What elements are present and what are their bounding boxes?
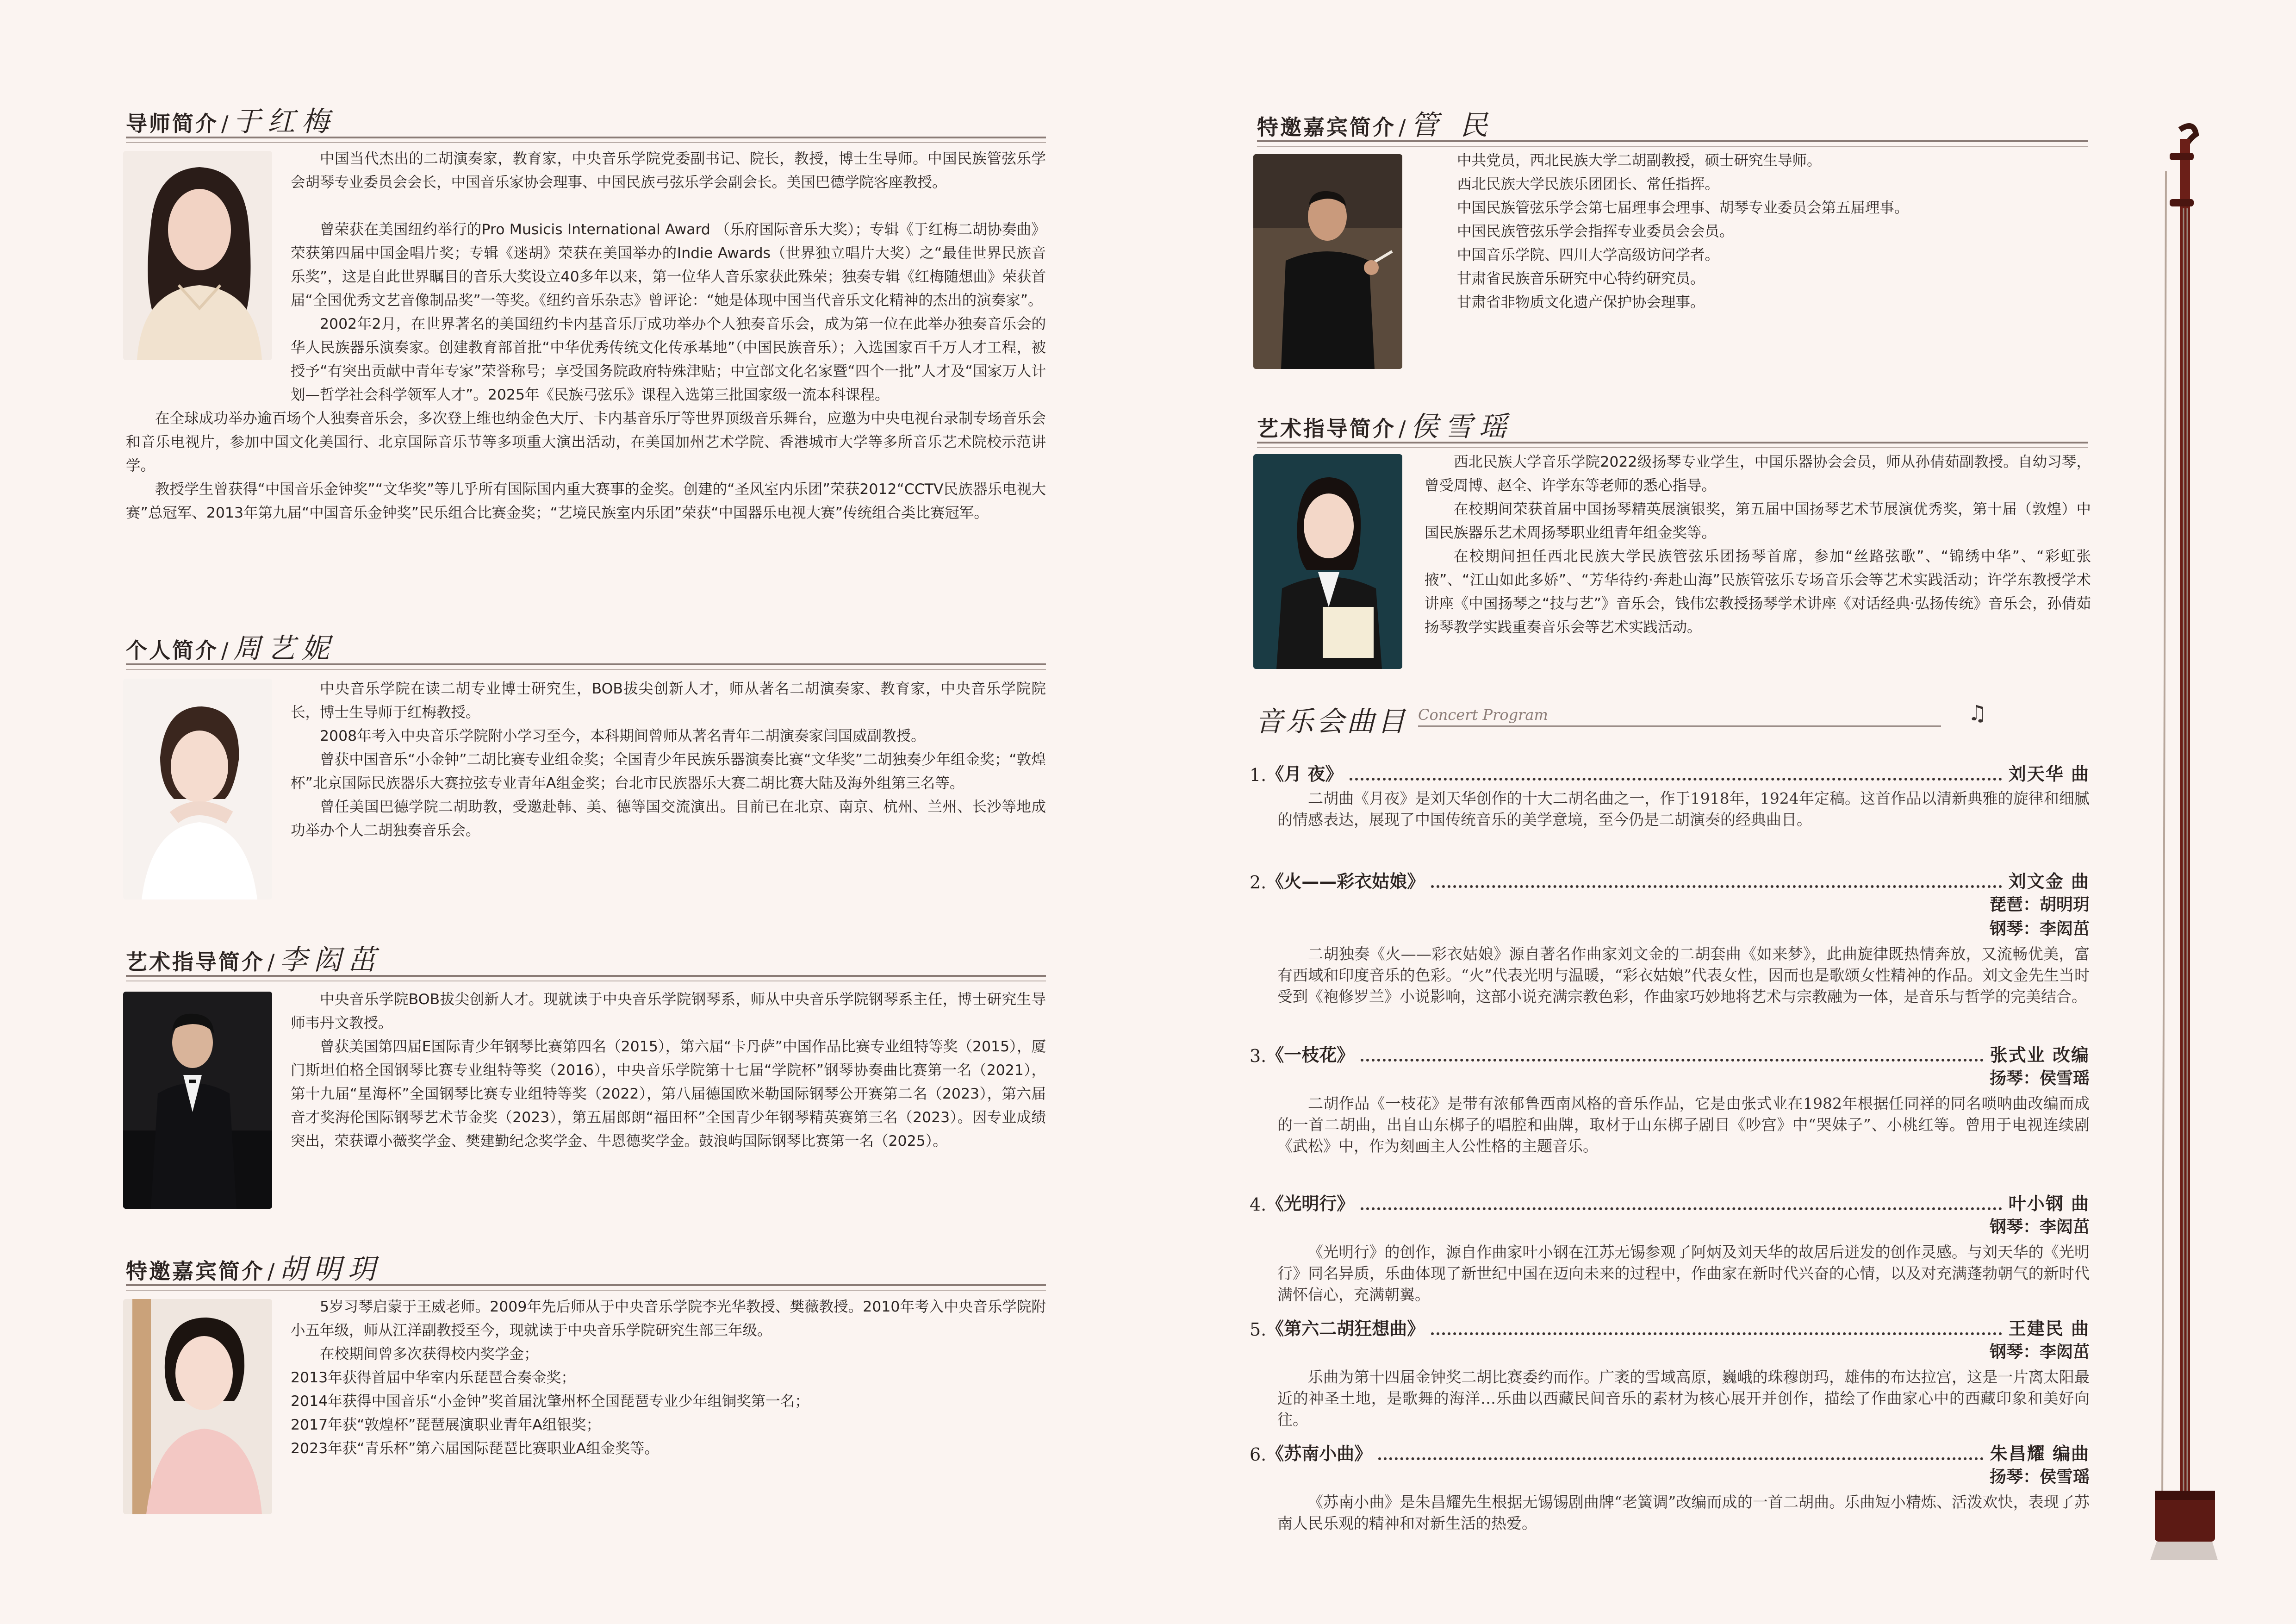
section-title-mentor <box>126 100 1046 150</box>
bio-paragraph: 教授学生曾获得“中国音乐金钟奖”“文华奖”等几乎所有国际国内重大赛事的金奖。创建的“圣风室内乐团”荣获2012“CCTV民族器乐电视大赛”总冠军、2013年第九届“中国音乐金钟奖”民乐组合比赛金奖；“艺境民族室内乐团”荣获“中国器乐电视大赛”传统组合类比赛冠军。 <box>126 481 1046 521</box>
bio-paragraph: 2023年获“青乐杯”第六届国际琵琶比赛职业A组金奖等。 <box>291 1440 659 1457</box>
bio-paragraph: 中央音乐学院在读二胡专业博士研究生，BOB拔尖创新人才，师从著名二胡演奏家、教育家，中央音乐学院院长，博士生导师于红梅教授。 <box>291 681 1046 721</box>
program-subtitle: Concert Program <box>1418 706 1548 724</box>
section-person-name: 管 民 <box>1410 109 1494 142</box>
bio-paragraph: 在校期间曾多次获得校内奖学金； <box>320 1346 539 1362</box>
bio-paragraph: 在校期间担任西北民族大学民族管弦乐团扬琴首席，参加“丝路弦歌”、“锦绣中华”、“彩虹张掖”、“江山如此多娇”、“芳华待约·奔赴山海”民族管弦乐专场音乐会等艺术实践活动；许学东教授学术讲座《中国扬琴之“技与艺”》音乐会，钱伟宏教授扬琴学术讲座《对话经典·弘扬传统》音乐会，孙倩茹扬琴教学实践重奏音乐会等艺术实践活动。 <box>1425 548 2091 636</box>
section-person-name: 于红梅 <box>233 106 336 138</box>
program-item-description: 乐曲为第十四届金钟奖二胡比赛委约而作。广袤的雪域高原，巍峨的珠穆朗玛，雄伟的布达拉宫，这是一片离太阳最近的神圣土地，是歌舞的海洋…乐曲以西藏民间音乐的素材为核心展开并创作，描绘了作曲家心中的西藏印象和美好向往。 <box>1277 1368 2090 1429</box>
bio-paragraph: 2008年考入中央音乐学院附小学习至今，本科期间曾师从著名青年二胡演奏家闫国威副教授。 <box>320 728 926 744</box>
section-title-guest-hu <box>126 1247 1046 1298</box>
program-item-composer: 张式业 改编 <box>1990 1044 2090 1065</box>
bio-paragraph: 2017年获“敦煌杯”琵琶展演职业青年A组银奖； <box>291 1417 601 1433</box>
program-item-description: 二胡曲《月夜》是刘天华创作的十大二胡名曲之一，作于1918年，1924年定稿。这首作品以清新典雅的旋律和细腻的情感表达，展现了中国传统音乐的美学意境，至今仍是二胡演奏的经典曲目。 <box>1277 789 2090 829</box>
section-label: 艺术指导简介 <box>1257 416 1396 441</box>
program-item-title: 《光明行》 <box>1266 1193 1355 1214</box>
bio-paragraph: 西北民族大学音乐学院2022级扬琴专业学生，中国乐器协会会员，师从孙倩茹副教授。自幼习琴，曾受周博、赵全、许学东等老师的悉心指导。 <box>1425 454 2091 494</box>
section-sep: / <box>1399 115 1408 140</box>
section-label: 特邀嘉宾简介 <box>1257 115 1396 140</box>
bio-paragraph: 在校期间荣获首届中国扬琴精英展演银奖，第五届中国扬琴艺术节展演优秀奖，第十届（敦煌）中国民族器乐艺术周扬琴职业组青年组金奖等。 <box>1425 501 2091 541</box>
bio-paragraph: 曾获美国第四届E国际青少年钢琴比赛第四名（2015），第六届“卡丹萨”中国作品比赛专业组特等奖（2015），厦门斯坦伯格全国钢琴比赛专业组特等奖（2016），中央音乐学院第十七届“学院杯”钢琴协奏曲比赛第一名（2021），第十九届“星海杯”全国钢琴比赛专业组特等奖（2022），第八届德国欧米勒国际钢琴公开赛第二名（2023），第六届音才奖海伦国际钢琴艺术节金奖（2023），第五届郎朗“福田杯”全国青少年钢琴精英赛第三名（2023）。因专业成绩突出，荣获谭小薇奖学金、樊建勤纪念奖学金、牛恩德奖学金。鼓浪屿国际钢琴比赛第一名（2025）。 <box>291 1038 1046 1149</box>
section-title-personal <box>126 626 1046 677</box>
program-item-description: 《光明行》的创作，源自作曲家叶小钢在江苏无锡参观了阿炳及刘天华的故居后迸发的创作灵感。与刘天华的《光明行》同名异质，乐曲体现了新世纪中国在迈向未来的过程中，作曲家在新时代兴奋的心情，以及对充满蓬勃朝气的新时代满怀信心，充满朝翼。 <box>1277 1243 2090 1304</box>
program-item-number: 3. <box>1250 1046 1267 1066</box>
erhu-illustration <box>2110 120 2221 1574</box>
bio-paragraph: 甘肃省非物质文化遗产保护协会理事。 <box>1457 294 1705 311</box>
program-item-number: 4. <box>1250 1194 1267 1215</box>
portrait-photo-guan-min <box>1253 154 1402 369</box>
program-item-description: 二胡作品《一枝花》是带有浓郁鲁西南风格的音乐作品，它是由张式业在1982年根据任同祥的同名唢呐曲改编而成的一首二胡曲，出自山东梆子的唱腔和曲牌，取材于山东梆子剧目《吵宫》中“哭妹子”、小桃红等。曾用于电视连续剧《武松》中，作为刻画主人公性格的主题音乐。 <box>1277 1094 2090 1155</box>
bio-paragraph: 曾荣获在美国纽约举行的Pro Musicis International Award （乐府国际音乐大奖）；专辑《于红梅二胡协奏曲》荣获第四届中国金唱片奖；专辑《迷胡》荣获在美国举办的Indie Awards（世界独立唱片大奖）之“最佳世界民族音乐奖”，这是自此世界瞩目的音乐大奖设立40多年以来，第一位华人音乐家获此殊荣；独奏专辑《红梅随想曲》荣获首届“全国优秀文艺音像制品奖”一等奖。《纽约音乐杂志》曾评论：“她是体现中国当代音乐文化精神的杰出的演奏家”。 <box>291 221 1046 309</box>
bio-paragraph: 中央音乐学院BOB拔尖创新人才。现就读于中央音乐学院钢琴系，师从中央音乐学院钢琴系主任，博士研究生导师韦丹文教授。 <box>291 991 1046 1031</box>
section-sep: / <box>268 949 277 974</box>
program-item-composer: 刘天华 曲 <box>2008 763 2090 784</box>
bio-paragraph: 曾任美国巴德学院二胡助教，受邀赴韩、美、德等国交流演出。目前已在北京、南京、杭州、兰州、长沙等地成功举办个人二胡独奏音乐会。 <box>291 799 1046 839</box>
section-label: 艺术指导简介 <box>126 949 265 974</box>
bio-paragraph: 2014年获得中国音乐“小金钟”奖首届沈肇州杯全国琵琶专业少年组铜奖第一名； <box>291 1393 809 1410</box>
section-person-name: 李闳茁 <box>279 944 382 976</box>
bio-paragraph: 中国当代杰出的二胡演奏家，教育家，中央音乐学院党委副书记、院长，教授，博士生导师。中国民族管弦乐学会胡琴专业委员会会长，中国音乐家协会理事、中国民族弓弦乐学会副会长。美国巴德学院客座教授。 <box>291 150 1046 191</box>
section-label: 特邀嘉宾简介 <box>126 1259 265 1284</box>
program-item-number: 6. <box>1250 1444 1267 1465</box>
bio-li-hongzhuo <box>291 988 1046 1153</box>
program-item-composer: 王建民 曲 <box>2008 1318 2090 1339</box>
program-item-description: 《苏南小曲》是朱昌耀先生根据无锡锡剧曲牌“老簧调”改编而成的一首二胡曲。乐曲短小精炼、活泼欢快，表现了苏南人民乐观的精神和对新生活的热爱。 <box>1277 1493 2090 1532</box>
program-item-credit: 钢琴：李闳茁 <box>1989 1217 2090 1237</box>
program-title: 音乐会曲目 <box>1255 706 1408 738</box>
bio-zhou-yini <box>291 677 1046 843</box>
portrait-photo-hu-mingyue <box>123 1299 272 1514</box>
program-item-title: 《苏南小曲》 <box>1266 1443 1372 1464</box>
section-sep: / <box>221 638 230 663</box>
section-sep: / <box>1399 416 1408 441</box>
program-item <box>1250 1437 2090 1534</box>
program-item-credit: 钢琴：李闳茁 <box>1989 919 2090 938</box>
bio-paragraph: 5岁习琴启蒙于王威老师。2009年先后师从于中央音乐学院李光华教授、樊薇教授。2010年考入中央音乐学院附小五年级，师从江洋副教授至今，现就读于中央音乐学院研究生部三年级。 <box>291 1299 1046 1339</box>
bio-paragraph: 在全球成功举办逾百场个人独奏音乐会，多次登上维也纳金色大厅、卡内基音乐厅等世界顶级音乐舞台，应邀为中央电视台录制专场音乐会和音乐电视片，参加中国文化美国行、北京国际音乐节等多项重大演出活动，在美国加州艺术学院、香港城市大学等多所音乐艺术院校示范讲学。 <box>126 410 1046 474</box>
program-item-title: 《一枝花》 <box>1266 1044 1355 1065</box>
bio-paragraph: 甘肃省民族音乐研究中心特约研究员。 <box>1457 270 1705 287</box>
bio-paragraph: 中国民族管弦乐学会第七届理事会理事、胡琴专业委员会第五届理事。 <box>1457 200 1909 216</box>
bio-paragraph: 西北民族大学民族乐团团长、常任指挥。 <box>1457 176 1720 193</box>
music-note-icon: ♫ <box>1968 700 1987 725</box>
portrait-photo-li-hongzhuo <box>123 992 272 1209</box>
section-sep: / <box>221 111 230 136</box>
program-item-composer: 叶小钢 曲 <box>2008 1193 2090 1214</box>
program-item-credit: 钢琴：李闳茁 <box>1989 1342 2090 1362</box>
program-item <box>1250 1312 2090 1430</box>
program-item-composer: 刘文金 曲 <box>2008 871 2090 892</box>
program-item-credit: 琵琶：胡明玥 <box>1989 895 2090 914</box>
program-item-credit: 扬琴：侯雪瑶 <box>1989 1467 2090 1487</box>
program-item-credit: 扬琴：侯雪瑶 <box>1989 1068 2090 1088</box>
bio-paragraph: 2013年获得首届中华室内乐琵琶合奏金奖； <box>291 1369 576 1386</box>
section-title-guest-guan <box>1257 103 2088 154</box>
program-item-title: 《月 夜》 <box>1266 763 1343 784</box>
program-item <box>1250 1038 2090 1157</box>
section-title-accompanist <box>126 938 1046 989</box>
section-person-name: 侯雪瑶 <box>1410 411 1513 443</box>
program-item-title: 《火——彩衣姑娘》 <box>1266 871 1425 892</box>
portrait-photo-zhou-yini <box>123 679 272 899</box>
bio-hu-mingyue <box>291 1295 1046 1461</box>
section-sep: / <box>268 1259 277 1284</box>
program-item-description: 二胡独奏《火——彩衣姑娘》源自著名作曲家刘文金的二胡套曲《如来梦》，此曲旋律既热情奔放，又流畅优美，富有西域和印度音乐的色彩。“火”代表光明与温暖，“彩衣姑娘”代表女性，因而也是歌颂女性精神的作品。刘文金先生当时受到《袍修罗兰》小说影响，这部小说充满宗教色彩，作曲家巧妙地将艺术与宗教融为一体，是音乐与哲学的完美结合。 <box>1277 945 2090 1006</box>
program-item <box>1250 1187 2090 1305</box>
bio-yu-hongmei <box>291 147 1046 194</box>
section-title-director <box>1257 405 2088 456</box>
program-header-rule <box>1418 725 1941 727</box>
program-item-number: 2. <box>1250 872 1267 893</box>
program-item <box>1250 865 2090 1007</box>
section-label: 个人简介 <box>126 638 218 663</box>
program-item <box>1250 757 2090 831</box>
bio-hou-xueyao <box>1425 450 2091 639</box>
program-item-title: 《第六二胡狂想曲》 <box>1266 1318 1425 1339</box>
bio-paragraph: 中共党员，西北民族大学二胡副教授，硕士研究生导师。 <box>1457 152 1822 169</box>
bio-paragraph: 中国音乐学院、四川大学高级访问学者。 <box>1457 247 1720 263</box>
section-person-name: 胡明玥 <box>279 1253 382 1286</box>
program-item-number: 5. <box>1250 1319 1267 1340</box>
bio-paragraph: 中国民族管弦乐学会指挥专业委员会会员。 <box>1457 223 1734 240</box>
section-label: 导师简介 <box>126 111 218 136</box>
section-person-name: 周艺妮 <box>233 632 336 665</box>
portrait-photo-hou-xueyao <box>1253 454 1402 669</box>
program-header <box>1255 697 2088 738</box>
program-item-composer: 朱昌耀 编曲 <box>1990 1443 2090 1464</box>
bio-guan-min <box>1457 149 2091 314</box>
bio-paragraph: 2002年2月，在世界著名的美国纽约卡内基音乐厅成功举办个人独奏音乐会，成为第一位在此举办独奏音乐会的华人民族器乐演奏家。创建教育部首批“中华优秀传统文化传承基地”（中国民族音乐）；入选国家百千万人才工程，被授予“有突出贡献中青年专家”荣誉称号；享受国务院政府特殊津贴；中宣部文化名家暨“四个一批”人才及“国家万人计划—哲学社会科学领军人才”。2025年《民族弓弦乐》课程入选第三批国家级一流本科课程。 <box>291 316 1046 403</box>
bio-paragraph: 曾获中国音乐“小金钟”二胡比赛专业组金奖；全国青少年民族乐器演奏比赛“文华奖”二胡独奏少年组金奖；“敦煌杯”北京国际民族器乐大赛拉弦专业青年A组金奖；台北市民族器乐大赛二胡比赛大陆及海外组第三名等。 <box>291 751 1046 792</box>
bio-yu-hongmei-cont <box>126 218 1046 525</box>
program-item-number: 1. <box>1250 765 1267 785</box>
